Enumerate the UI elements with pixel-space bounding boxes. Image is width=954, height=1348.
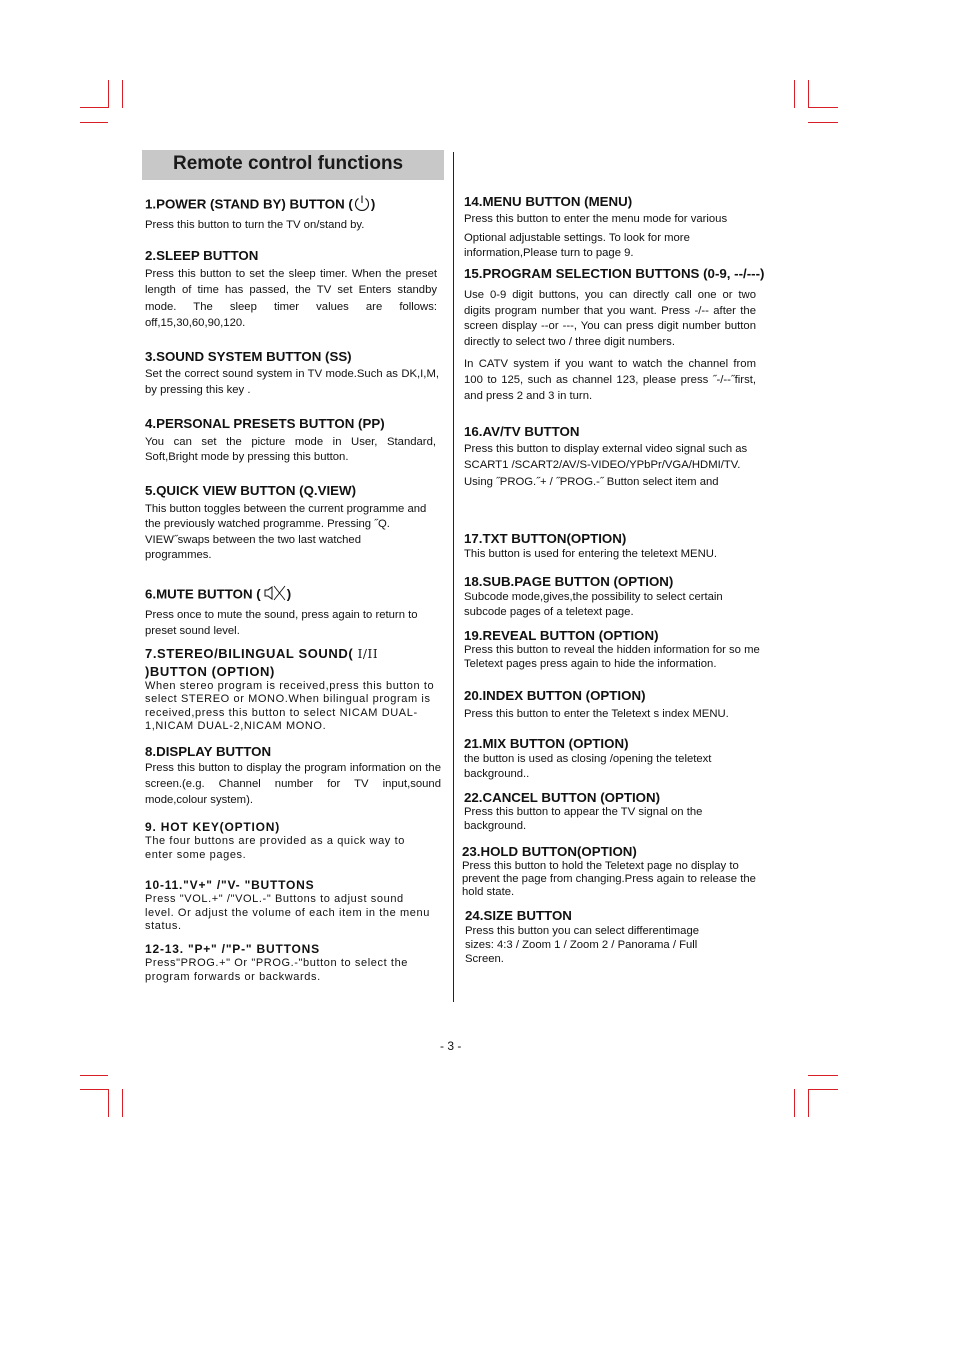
section-text: Press this button to hold the Teletext page no display to prevent the page from changing.Press again to release the hold state. (462, 860, 756, 899)
section-heading: 23.HOLD BUTTON(OPTION) (462, 844, 637, 859)
section-text: Press this button to turn the TV on/stand by. (145, 219, 365, 231)
section-text: Press this button to reveal the hidden information for so me Teletext pages press again to hide the information. (464, 644, 760, 670)
section-text: Press this button to appear the TV signal on the background. (464, 806, 703, 832)
section-sub-page (464, 573, 749, 619)
section-text: the button is used as closing /opening the teletext background.. (464, 753, 712, 780)
section-volume-buttons (145, 877, 430, 934)
section-av-tv (464, 423, 760, 491)
section-text: When stereo program is received,press this button to select STEREO or MONO.When bilingual program is received,press this button to select NICAM DUAL-1,NICAM DUAL-2,NICAM MONO. (145, 680, 435, 733)
section-personal-presets (145, 415, 436, 464)
page-title: Remote control functions (173, 153, 404, 174)
section-text: This button is used for entering the teletext MENU. (464, 548, 718, 560)
section-text: Press this button to set the sleep timer. When the preset length of time has passed, the TV set Enters standby mode. The sleep timer values are follows: off,15,30,60,90,120. (145, 268, 437, 329)
section-text: Press this button to enter the Teletext s index MENU. (464, 708, 729, 720)
section-heading-cont: )BUTTON (OPTION) (145, 664, 275, 680)
section-hold (462, 843, 760, 900)
section-heading: 3.SOUND SYSTEM BUTTON (SS) (145, 349, 352, 364)
column-divider (453, 152, 454, 1002)
section-stereo-bilingual (145, 645, 441, 734)
section-heading: 21.MIX BUTTON (OPTION) (464, 736, 629, 751)
section-heading: 24.SIZE BUTTON (465, 908, 572, 923)
section-sleep (145, 247, 437, 331)
section-mix (464, 735, 749, 781)
section-text: Press once to mute the sound, press again to return to preset sound level. (145, 609, 418, 637)
section-heading: 22.CANCEL BUTTON (OPTION) (464, 790, 661, 805)
section-heading: 8.DISPLAY BUTTON (145, 744, 272, 759)
section-heading: 12-13. "P+" /"P-" BUTTONS (145, 942, 320, 956)
section-menu (464, 193, 754, 262)
page-number: - 3 - (440, 1039, 462, 1053)
section-heading: 16.AV/TV BUTTON (464, 424, 580, 439)
section-text-2: Using ˝PROG.˝+ / ˝PROG.-˝ Button select item and (464, 476, 719, 488)
section-hot-key (145, 819, 430, 862)
section-text: Press this button to display external video signal such as SCART1 /SCART2/AV/S-VIDEO/YPbPr/VGA/HDMI/TV. (464, 443, 748, 471)
section-heading: 1.POWER (STAND BY) BUTTON ( ) (145, 194, 375, 216)
section-heading: 10-11."V+" /"V- "BUTTONS (145, 878, 315, 892)
section-heading: 7.STEREO/BILINGUAL SOUND( I/II (145, 646, 379, 662)
section-heading: 6.MUTE BUTTON ( ) (145, 584, 441, 606)
section-txt (464, 530, 717, 563)
section-text: Subcode mode,gives,the possibility to select certain subcode pages of a teletext page. (464, 591, 723, 618)
section-heading: 9. HOT KEY(OPTION) (145, 820, 281, 834)
section-display (145, 743, 441, 808)
section-text: Set the correct sound system in TV mode.Such as DK,I,M, by pressing this key . (145, 368, 439, 396)
section-program-selection (464, 265, 765, 404)
section-sound-system (145, 348, 439, 398)
section-text: You can set the picture mode in User, Standard, Soft,Bright mode by pressing this button. (145, 436, 436, 463)
section-index (464, 687, 729, 723)
section-cancel (464, 789, 749, 833)
section-mute (145, 584, 441, 639)
section-text-2: Optional adjustable settings. To look for more information,Please turn to page 9. (464, 231, 690, 259)
section-heading: 17.TXT BUTTON(OPTION) (464, 531, 627, 546)
stereo-bilingual-symbol: I/II (357, 647, 379, 662)
section-text: Press this button to display the program information on the screen.(e.g. Channel number for TV input,sound mode,colour system). (145, 762, 441, 806)
section-heading: 4.PERSONAL PRESETS BUTTON (PP) (145, 416, 385, 431)
section-heading: 14.MENU BUTTON (MENU) (464, 194, 633, 209)
power-icon (353, 194, 371, 216)
section-heading: 5.QUICK VIEW BUTTON (Q.VIEW) (145, 483, 357, 498)
section-text: Press "VOL.+" /"VOL.-" Buttons to adjust sound level. Or adjust the volume of each item in the menu status. (145, 893, 430, 932)
section-heading: 20.INDEX BUTTON (OPTION) (464, 688, 646, 703)
section-text-2: In CATV system if you want to watch the channel from 100 to 125, such as channel 123, please press ˝-/--˝first, and press 2 and 3 in turn. (464, 358, 756, 402)
section-quick-view (145, 482, 430, 563)
mute-icon (261, 584, 287, 606)
section-reveal (464, 627, 760, 671)
section-text: The four buttons are provided as a quick way to enter some pages. (145, 835, 405, 861)
section-text: Use 0-9 digit buttons, you can directly call one or two digits program number that you want. Press -/-- after the screen display --or ---, You can press digit number button directly to select two / three digit numbers. (464, 289, 756, 348)
section-heading: 15.PROGRAM SELECTION BUTTONS (0-9, --/---) (464, 266, 765, 281)
section-program-buttons (145, 941, 437, 984)
section-heading: 2.SLEEP BUTTON (145, 248, 259, 263)
section-text: This button toggles between the current programme and the previously watched programme. Pressing ˝Q. VIEW˝swaps between the two last watched programmes. (145, 503, 427, 561)
section-text: Press"PROG.+" Or "PROG.-"button to select the program forwards or backwards. (145, 957, 409, 983)
title-bar (142, 150, 444, 180)
section-text: Press this button to enter the menu mode for various (464, 213, 728, 225)
section-heading: 18.SUB.PAGE BUTTON (OPTION) (464, 574, 674, 589)
section-size (465, 907, 730, 966)
section-power (145, 194, 375, 234)
section-text: Press this button you can select differentimage sizes: 4:3 / Zoom 1 / Zoom 2 / Panorama / Full Screen. (465, 925, 700, 965)
section-heading: 19.REVEAL BUTTON (OPTION) (464, 628, 659, 643)
